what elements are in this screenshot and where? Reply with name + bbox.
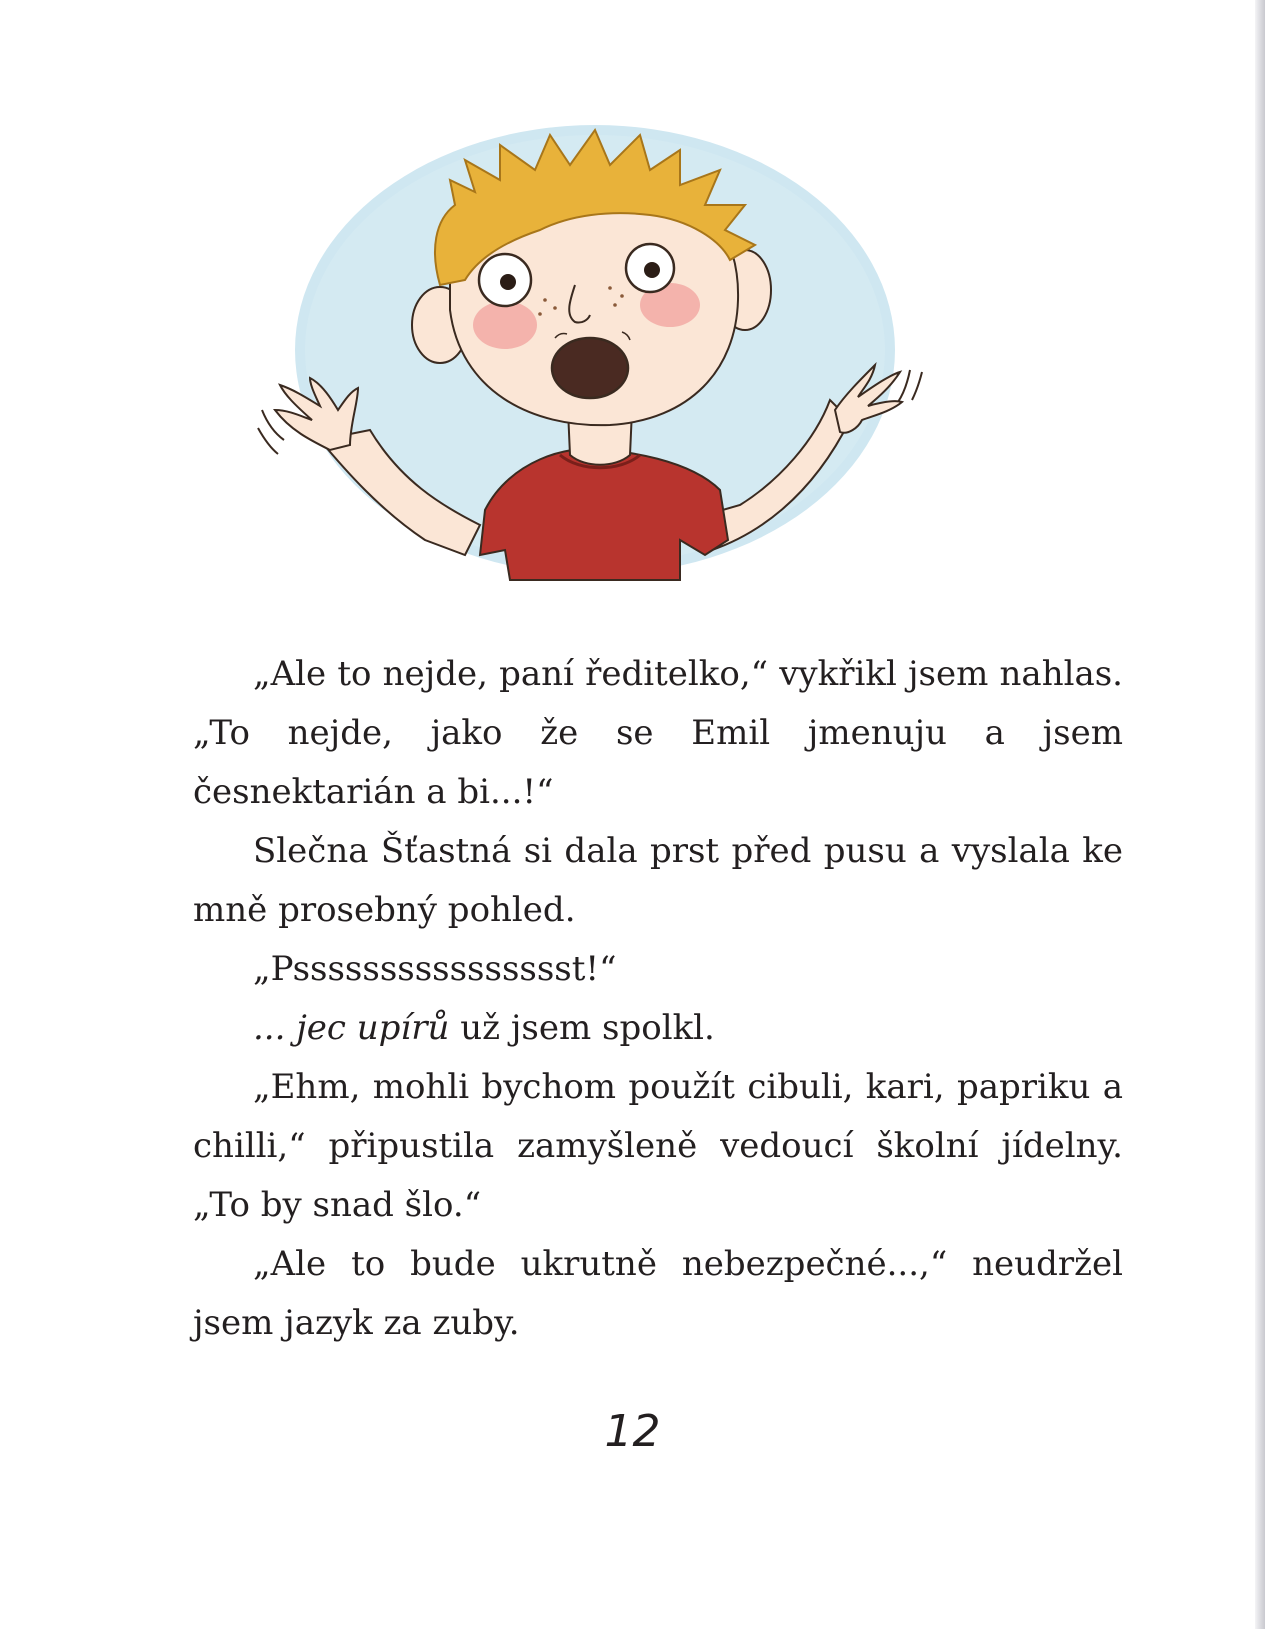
paragraph — [193, 999, 1123, 1058]
paragraph: „Ehm, mohli bychom použít cibuli, kari, papriku a chilli,“ připustila zamyšleně vedoucí školní jídelny. „To by snad šlo.“ — [193, 1067, 1123, 1225]
boy-illustration — [250, 110, 970, 610]
paragraph: Slečna Šťastná si dala prst před pusu a vyslala ke mně prosebný pohled. — [193, 831, 1123, 930]
plain-fragment: už jsem spolkl. — [449, 1008, 715, 1048]
motion-lines-right — [898, 370, 922, 402]
page-edge — [1255, 0, 1265, 1629]
paragraph: „Ale to bude ukrutně nebezpečné...,“ neudržel jsem jazyk za zuby. — [193, 1244, 1123, 1343]
left-cheek — [473, 301, 537, 349]
mouth — [552, 338, 628, 398]
page-number: 12 — [604, 1406, 661, 1457]
italic-fragment: ... jec upírů — [253, 1008, 450, 1048]
paragraph: „Ale to nejde, paní ředitelko,“ vykřikl jsem nahlas. „To nejde, jako že se Emil jmenuju a jsem česnektarián a bi...!“ — [193, 654, 1123, 812]
story-text — [193, 645, 1123, 1353]
paragraph: „Psssssssssssssssst!“ — [253, 949, 617, 989]
